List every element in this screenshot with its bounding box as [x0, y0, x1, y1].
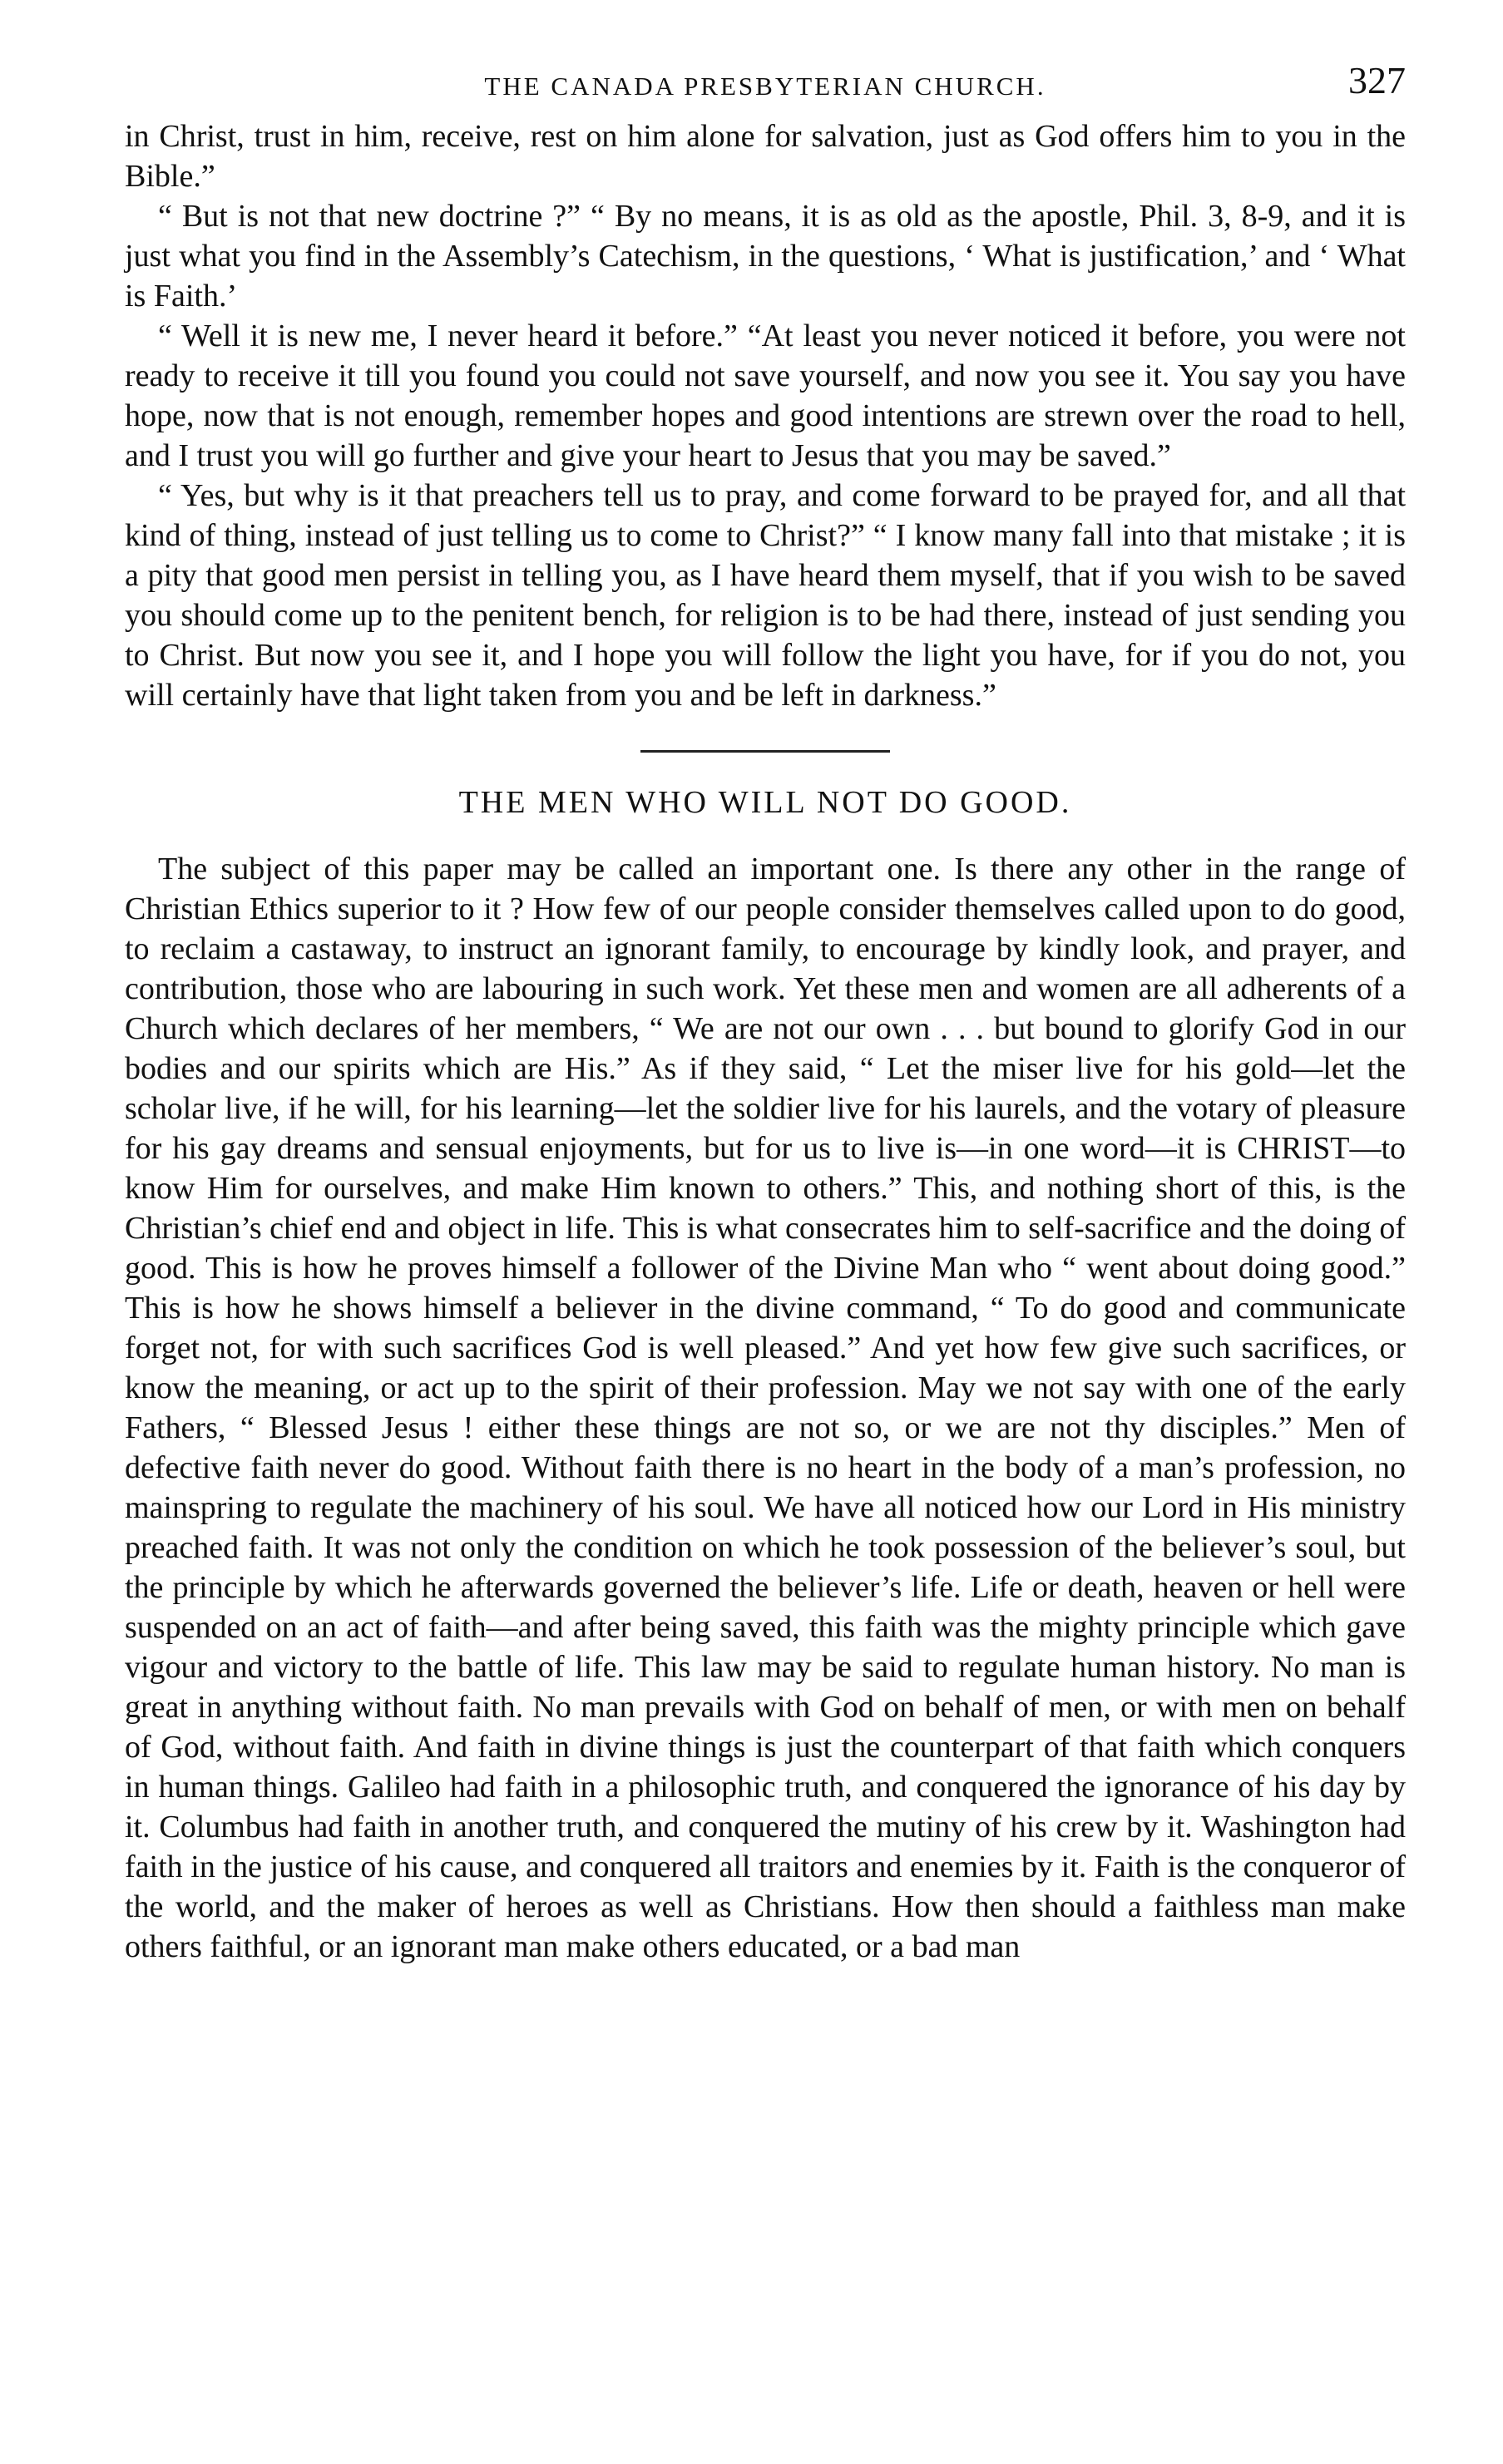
paragraph-dialogue-2: “ Well it is new me, I never heard it before.” “At least you never noticed it before, you were not ready to receive it till you found you could not save yourself, and now you see it. You say you have hope, now that is not enough, remember hopes and good intentions are strewn over the road to hell, and I trust you will go further and give your heart to Jesus that you may be saved.” — [125, 318, 1406, 473]
running-header — [125, 50, 1406, 116]
paragraph-dialogue-3: “ Yes, but why is it that preachers tell us to pray, and come forward to be prayed for, and all that kind of thing, instead of just telling us to come to Christ?” “ I know many fall into that mistake ; it is a pity that good men persist in telling you, as I have heard them myself, that if you wish to be saved you should come up to the penitent bench, for religion is to be had there, instead of just sending you to Christ. But now you see it, and I hope you will follow the light you have, for if you do not, you will certainly have that light taken from you and be left in darkness.” — [125, 478, 1406, 713]
running-title: THE CANADA PRESBYTERIAN CHURCH. — [484, 72, 1046, 101]
section-body: The subject of this paper may be called an important one. Is there any other in the range of Christian Ethics superior to it ? How few of our people consider themselves called upon to do good, to reclaim a castaway, to instruct an ignorant family, to encourage by kindly look, and prayer, and contribution, those who are labouring in such work. Yet these men and women are all adherents of a Church which declares of her members, “ We are not our own . . . but bound to glorify God in our bodies and our spirits which are His.” As if they said, “ Let the miser live for his gold—let the scholar live, if he will, for his learning—let the soldier live for his laurels, and the votary of pleasure for his gay dreams and sensual enjoyments, but for us to live is—in one word—it is CHRIST—to know Him for ourselves, and make Him known to others.” This, and nothing short of this, is the Christian’s chief end and object in life. This is what consecrates him to self-sacrifice and the doing of good. This is how he proves himself a follower of the Divine Man who “ went about doing good.” This is how he shows himself a believer in the divine command, “ To do good and communicate forget not, for with such sacrifices God is well pleased.” And yet how few give such sacrifices, or know the meaning, or act up to the spirit of their profession. May we not say with one of the early Fathers, “ Blessed Jesus ! either these things are not so, or we are not thy disciples.” Men of defective faith never do good. Without faith there is no heart in the body of a man’s profession, no mainspring to regulate the machinery of his soul. We have all noticed how our Lord in His ministry preached faith. It was not only the condition on which he took possession of the believer’s soul, but the principle by which he afterwards governed the believer’s life. Life or death, heaven or hell were suspended on an act of faith—and after being saved, this faith was the mighty principle which gave vigour and victory to the battle of life. This law may be said to regulate human history. No man is great in anything without faith. No man prevails with God on behalf of men, or with men on behalf of God, without faith. And faith in divine things is just the counterpart of that faith which conquers in human things. Galileo had faith in a philosophic truth, and conquered the ignorance of his day by it. Columbus had faith in another truth, and conquered the mutiny of his crew by it. Washington had faith in the justice of his cause, and conquered all traitors and enemies by it. Faith is the conqueror of the world, and the maker of heroes as well as Christians. How then should a faithless man make others faithful, or an ignorant man make others educated, or a bad man — [125, 852, 1406, 1964]
paragraph-dialogue-1: “ But is not that new doctrine ?” “ By no means, it is as old as the apostle, Phil. 3, 8-9, and it is just what you find in the Assembly’s Catechism, in the questions, ‘ What is justification,’ and ‘ What is Faith.’ — [125, 199, 1406, 314]
section-title: THE MEN WHO WILL NOT DO GOOD. — [458, 785, 1072, 820]
page-number: 327 — [1348, 59, 1406, 101]
book-page — [125, 50, 1406, 1967]
section-divider — [640, 750, 890, 753]
paragraph-continued: in Christ, trust in him, receive, rest on him alone for salvation, just as God offers him to you in the Bible.” — [125, 119, 1406, 194]
